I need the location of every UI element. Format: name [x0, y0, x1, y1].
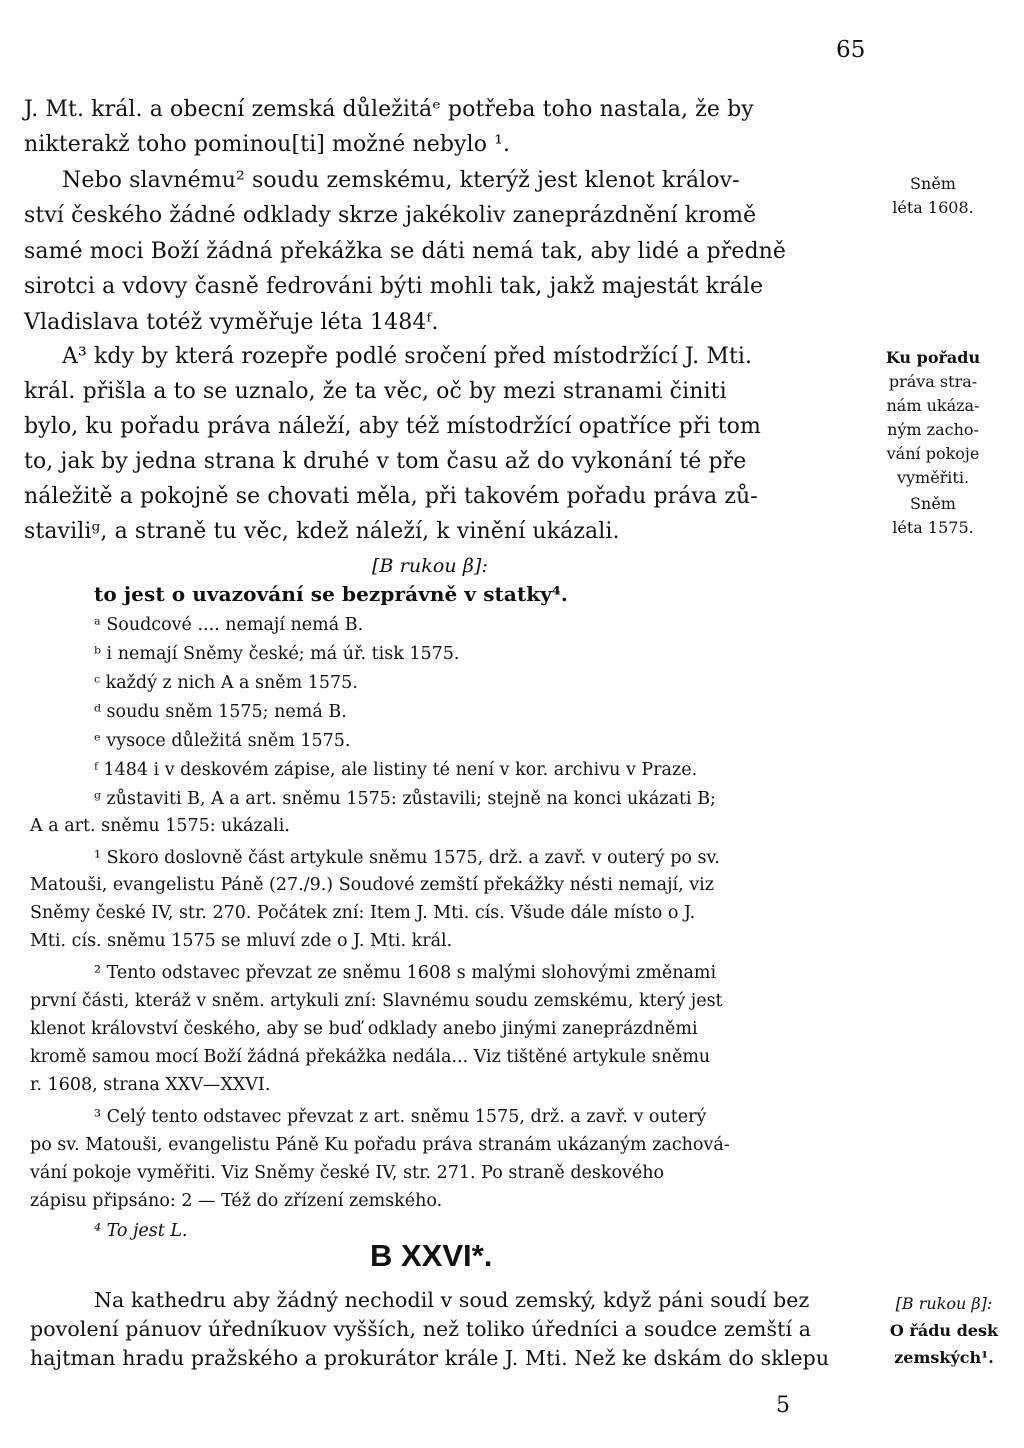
variant-note-c: ᶜ každý z nich A a sněm 1575. — [94, 673, 358, 693]
main-line-9: král. přišla a to se uznalo, že ta věc, oč by mezi stranami činiti — [24, 379, 727, 404]
margin-note-2-line-1: Ku pořadu — [885, 348, 981, 367]
to-jest-line: to jest o uvazování se bezprávně v statky⁴. — [94, 582, 568, 606]
numbered-note-2-line-3: klenot království českého, aby se buď odklady anebo jinými zaneprázdněmi — [30, 1019, 698, 1039]
numbered-note-2-line-5: r. 1608, strana XXV—XXVI. — [30, 1075, 271, 1095]
main-line-2: nikterakž toho pominou[ti] možné nebylo ¹. — [24, 132, 511, 157]
closing-margin-note-line-2: O řádu desk — [889, 1321, 999, 1340]
main-line-10: bylo, ku pořadu práva náleží, aby též místodržící opatříce při tom — [24, 414, 761, 439]
variant-note-d: ᵈ soudu sněm 1575; nemá B. — [94, 702, 347, 722]
numbered-note-4: ⁴ To jest L. — [94, 1221, 188, 1241]
main-line-13: staviliᵍ, a straně tu věc, kdež náleží, k vinění ukázali. — [24, 519, 620, 544]
main-line-1: J. Mt. král. a obecní zemská důležitáᵉ potřeba toho nastala, že by — [24, 97, 754, 122]
margin-note-2-line-2: práva stra- — [888, 372, 978, 391]
numbered-note-1-line-1: ¹ Skoro doslovně část artykule sněmu 1575, drž. a zavř. v outerý po sv. — [94, 848, 720, 868]
main-line-4: ství českého žádné odklady skrze jakékoliv zaneprázdnění kromě — [24, 203, 757, 228]
margin-note-2-line-6: vyměřiti. — [896, 468, 970, 487]
numbered-note-1-line-3: Sněmy české IV, str. 270. Počátek zní: Item J. Mti. cís. Všude dále místo o J. — [30, 903, 696, 923]
closing-margin-note-line-1: [B rukou β]: — [895, 1294, 993, 1313]
main-line-12: náležitě a pokojně se chovati měla, při takovém pořadu práva zů- — [24, 484, 758, 509]
closing-margin-note — [870, 1290, 1018, 1371]
main-line-7: Vladislava totéž vyměřuje léta 1484ᶠ. — [24, 310, 439, 335]
margin-note-2-line-4: ným zacho- — [887, 420, 979, 439]
variant-note-f: ᶠ 1484 i v deskovém zápise, ale listiny té není v kor. archivu v Praze. — [94, 760, 698, 780]
closing-line-2: povolení pánuov úředníkuov vyšších, než toliko úředníci a soudce zemští a — [30, 1317, 812, 1341]
margin-note-1-line-1: Sněm — [910, 174, 956, 193]
margin-note-1 — [870, 172, 996, 220]
numbered-note-1-line-4: Mti. cís. sněmu 1575 se mluví zde o J. Mti. král. — [30, 931, 453, 951]
main-line-5: samé moci Boží žádná překážka se dáti nemá tak, aby lidé a předně — [24, 239, 787, 264]
variant-note-b: ᵇ i nemají Sněmy české; má úř. tisk 1575. — [94, 644, 460, 664]
variant-note-g: ᵍ zůstaviti B, A a art. sněmu 1575: zůstavili; stejně na konci ukázati B; — [94, 789, 716, 809]
numbered-note-3-line-3: vání pokoje vyměřiti. Viz Sněmy české IV, str. 271. Po straně deskového — [30, 1163, 665, 1183]
main-line-3: Nebo slavnému² soudu zemskému, kterýž jest klenot králov- — [62, 168, 740, 193]
margin-note-1-line-2: léta 1608. — [892, 198, 974, 217]
closing-line-1: Na kathedru aby žádný nechodil v soud zemský, když páni soudí bez — [94, 1288, 810, 1312]
margin-note-2-line-8: léta 1575. — [892, 518, 974, 537]
closing-margin-note-line-3: zemských¹. — [894, 1348, 994, 1367]
numbered-note-2-line-2: první části, kteráž v sněm. artykuli zní: Slavnému soudu zemskému, který jest — [30, 991, 723, 1011]
numbered-note-3-line-1: ³ Celý tento odstavec převzat z art. sněmu 1575, drž. a zavř. v outerý — [94, 1107, 707, 1127]
variant-note-g-continued: A a art. sněmu 1575: ukázali. — [30, 816, 290, 836]
margin-note-2-line-7: Sněm — [910, 494, 956, 513]
signature-mark: 5 — [776, 1393, 791, 1418]
page-number: 65 — [836, 37, 866, 63]
closing-line-3: hajtman hradu pražského a prokurátor krále J. Mti. Než ke dskám do sklepu — [30, 1346, 830, 1370]
margin-note-2 — [870, 346, 996, 540]
numbered-note-1-line-2: Matouši, evangelistu Páně (27./9.) Soudové zemští překážky nésti nemají, viz — [30, 875, 714, 895]
bracket-b-rukou: [B rukou β]: — [372, 555, 488, 577]
main-line-8: A³ kdy by která rozepře podlé sročení před místodržící J. Mti. — [62, 344, 753, 369]
variant-note-e: ᵉ vysoce důležitá sněm 1575. — [94, 731, 351, 751]
numbered-note-2-line-1: ² Tento odstavec převzat ze sněmu 1608 s malými slohovými změnami — [94, 963, 717, 983]
main-line-6: sirotci a vdovy časně fedrováni býti mohli tak, jakž majestát krále — [24, 274, 764, 299]
numbered-note-3-line-2: po sv. Matouši, evangelistu Páně Ku pořadu práva stranám ukázaným zachová- — [30, 1135, 730, 1155]
section-heading: B XXVI*. — [370, 1238, 493, 1273]
numbered-note-2-line-4: kromě samou mocí Boží žádná překážka nedála... Viz tištěné artykule sněmu — [30, 1047, 711, 1067]
margin-note-2-line-3: nám ukáza- — [886, 396, 980, 415]
main-line-11: to, jak by jedna strana k druhé v tom času až do vykonání té pře — [24, 449, 747, 474]
numbered-note-3-line-4: zápisu připsáno: 2 — Též do zřízení zemského. — [30, 1191, 443, 1211]
margin-note-2-line-5: vání pokoje — [886, 444, 980, 463]
variant-note-a: ᵃ Soudcové .... nemají nemá B. — [94, 615, 364, 635]
